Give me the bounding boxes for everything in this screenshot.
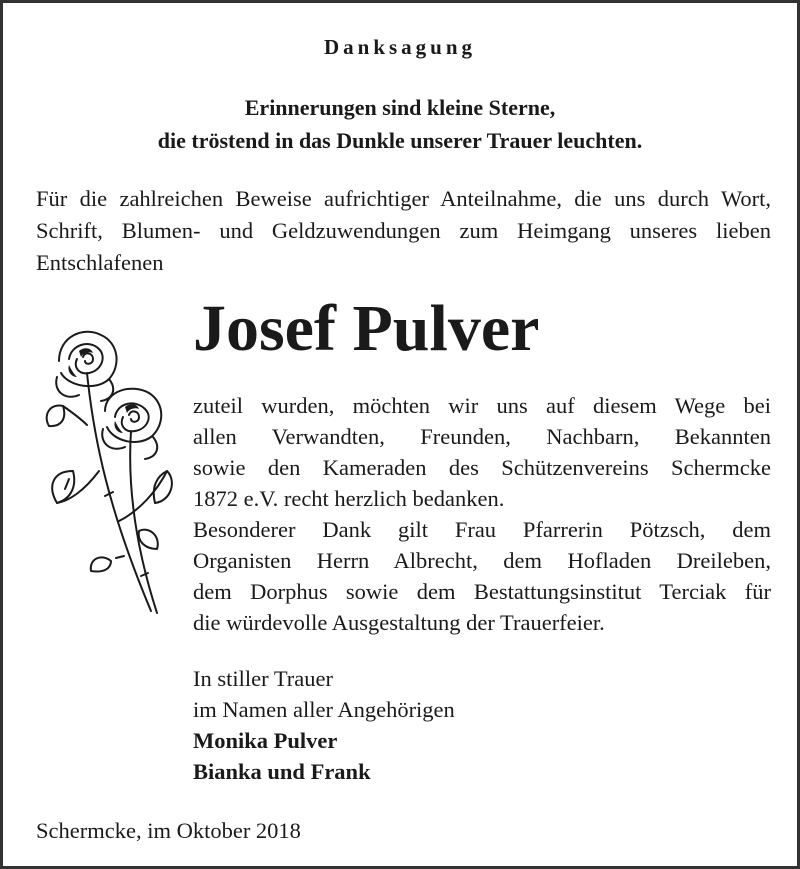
closing-line-2: im Namen aller Angehörigen — [193, 697, 455, 722]
body-line: Besonderer Dank gilt Frau Pfarrerin Pötzsch, dem — [193, 517, 771, 542]
quote-line-1: Erinnerungen sind kleine Sterne, — [244, 95, 556, 120]
signer-name: Bianka und Frank — [193, 759, 371, 784]
rose-icon — [39, 321, 179, 616]
quote-line-2: die tröstend in das Dunkle unserer Trauer leuchten. — [157, 128, 643, 153]
closing-block — [193, 663, 713, 787]
body-line: allen Verwandten, Freunden, Nachbarn, Bekannten — [193, 424, 771, 449]
closing-line-1: In stiller Trauer — [193, 666, 333, 691]
body-line: dem Dorphus sowie dem Bestattungsinstitut Terciak für — [193, 579, 771, 604]
place-and-date: Schermcke, im Oktober 2018 — [36, 818, 301, 843]
body-line: die würdevolle Ausgestaltung der Trauerfeier. — [193, 610, 605, 635]
body-line: Organisten Herrn Albrecht, dem Hofladen Dreileben, — [193, 548, 771, 573]
notice-heading: Danksagung — [323, 35, 477, 59]
deceased-name: Josef Pulver — [193, 292, 540, 365]
body-line: sowie den Kameraden des Schützenvereins Schermcke — [193, 455, 771, 480]
signer-name: Monika Pulver — [193, 728, 338, 753]
body-line: 1872 e.V. recht herzlich bedanken. — [193, 486, 505, 511]
thanks-paragraph — [193, 390, 771, 638]
body-line: zuteil wurden, möchten wir uns auf diesem Wege bei — [193, 393, 771, 418]
notice-quote — [3, 91, 797, 157]
intro-paragraph: Für die zahlreichen Beweise aufrichtiger Anteilnahme, die uns durch Wort, Schrift, Blumen- und Geldzuwendungen zum Heimgang unseres lieben Entschlafenen — [36, 186, 771, 275]
